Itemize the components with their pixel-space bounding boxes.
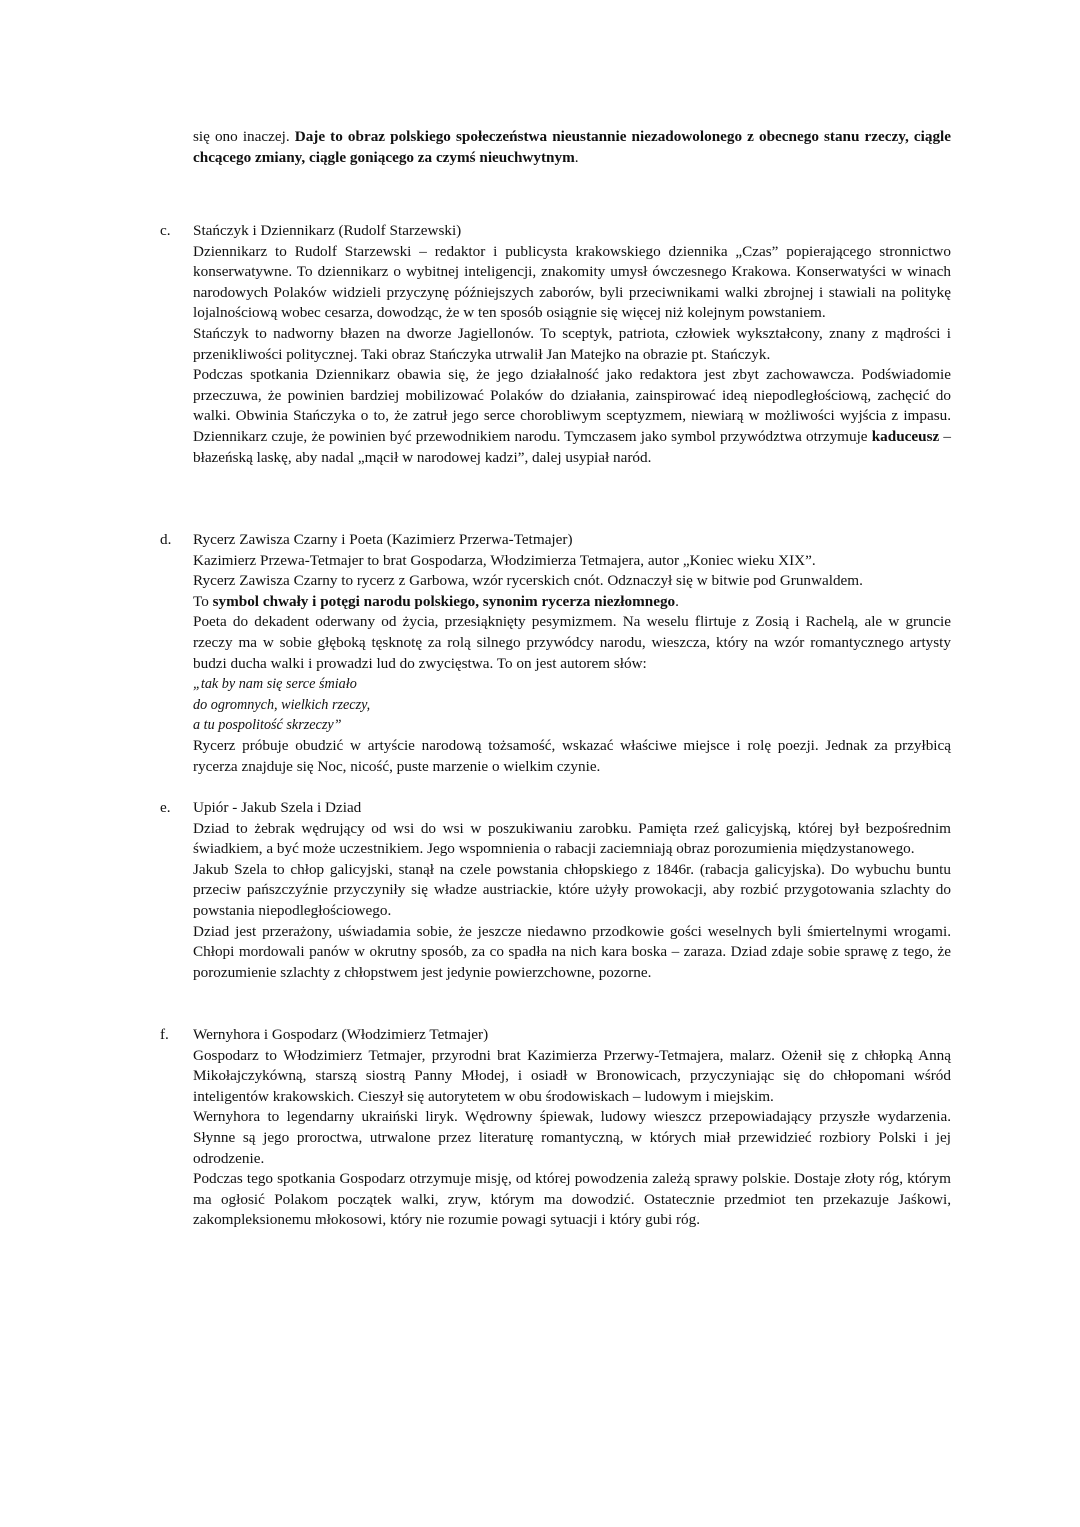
section-c-paragraph-2: Stańczyk to nadworny błazen na dworze Jagiellonów. To sceptyk, patriota, człowiek wykształcony, znany z mądrości i przenikliwości politycznej. Taki obraz Stańczyka utrwalił Jan Matejko na obrazie pt. Stańczyk. <box>193 324 951 363</box>
section-c-paragraph-3 <box>193 365 951 468</box>
section-c-heading: Stańczyk i Dziennikarz (Rudolf Starzewski) <box>193 222 462 239</box>
section-e-paragraph-1: Dziad to żebrak wędrujący od wsi do wsi w poszukiwaniu zarobku. Pamięta rzeź galicyjską, której był bezpośrednim świadkiem, a być może uczestnikiem. Jego wspomnienia o rabacji zaciemniają obraz porozumienia międzystanowego. <box>193 819 951 858</box>
section-c <box>160 221 951 468</box>
section-d-paragraph-2: Rycerz Zawisza Czarny to rycerz z Garbowa, wzór rycerskich cnót. Odznaczył się w bitwie pod Grunwaldem. <box>193 572 863 590</box>
section-e <box>160 798 951 983</box>
section-f-paragraph-1: Gospodarz to Włodzimierz Tetmajer, przyrodni brat Kazimierza Przerwy-Tetmajera, malarz. Ożenił się z chłopką Anną Mikołajczykówną, starszą siostrą Panny Młodej, i osiadł w Bronowicach, przyczyniając się do chłopomani wśród inteligentów krakowskich. Cieszył się autorytetem w obu środowiskach – ludowym i miejskim. <box>193 1046 951 1105</box>
section-f-heading: Wernyhora i Gospodarz (Włodzimierz Tetmajer) <box>193 1026 489 1043</box>
section-f <box>160 1025 951 1231</box>
section-e-paragraph-2: Jakub Szela to chłop galicyjski, stanął na czele powstania chłopskiego z 1846r. (rabacja galicyjska). Do wybuchu buntu przeciw pańszczyźnie przyczyniły się władze austriackie, które użyły prowokacji, aby rozbić przygotowania szlachty do powstania niepodległościowego. <box>193 860 951 919</box>
intro-end: . <box>574 148 579 166</box>
section-d-paragraph-1: Kazimierz Przewa-Tetmajer to brat Gospodarza, Włodzimierza Tetmajera, autor „Koniec wieku XIX”. <box>193 551 816 569</box>
section-c-paragraph-3-bold: kaduceusz <box>871 427 940 445</box>
section-f-paragraph-2: Wernyhora to legendarny ukraiński liryk. Wędrowny śpiewak, ludowy wieszcz przepowiadający przyszłe wydarzenia. Słynne są jego proroctwa, utrwalone przez literaturę romantyczną, w których miał przewidzieć rozbiory Polski i jej odrodzenie. <box>193 1108 951 1167</box>
section-d <box>160 530 951 777</box>
intro-paragraph <box>193 127 951 168</box>
section-c-paragraph-3-a: Podczas spotkania Dziennikarz obawia się, że jego działalność jako redaktora jest zbyt zachowawcza. Podświadomie przeczuwa, że powinien bardziej mobilizować Polaków do działania, zainspirować ideą niepodległościową, zachęcić do walki. Obwinia Stańczyka o to, że zatruł jego serce chorobliwym sceptyzmem, niewiarą w możliwości wyjścia z impasu. Dziennikarz czuje, że powinien być przewodnikiem narodu. Tymczasem jako symbol przywództwa otrzymuje <box>193 366 951 445</box>
section-f-paragraph-3: Podczas tego spotkania Gospodarz otrzymuje misję, od której powodzenia zależą sprawy polskie. Dostaje złoty róg, którym ma ogłosić Polakom początek walki, zryw, którym ma dowodzić. Ostatecznie przedmiot ten przekazuje Jaśkowi, zakompleksionemu młokosowi, który nie rozumie powagi sytuacji i który gubi róg. <box>193 1170 951 1229</box>
section-d-heading: Rycerz Zawisza Czarny i Poeta (Kazimierz Przerwa-Tetmajer) <box>193 531 573 548</box>
section-c-paragraph-1: Dziennikarz to Rudolf Starzewski – redaktor i publicysta krakowskiego dziennika „Czas” popierającego stronnictwo konserwatywne. To dziennikarz o wybitnej inteligencji, znakomity umysł ówczesnego Krakowa. Konserwatyści w winach narodowych Polaków widzieli przyczynę późniejszych zaborów, byli przeciwnikami walki zbrojnej i stawiali na politykę lojalnościową wobec cesarza, dowodząc, że w ten sposób osiągnie się więcej niż kolejnym powstaniem. <box>193 242 951 322</box>
poem-line-2: do ogromnych, wielkich rzeczy, <box>193 696 371 713</box>
section-d-paragraph-3-a: To <box>193 592 213 610</box>
poem-line-3: a tu pospolitość skrzeczy” <box>193 717 342 734</box>
section-d-paragraph-4: Poeta do dekadent oderwany od życia, przesiąknięty pesymizmem. Na weselu flirtuje z Zosią i Rachelą, ale w gruncie rzeczy ma w sobie głęboką tęsknotę za rolą silnego przywódcy narodu, wieszcza, który na wzór romantycznego artysty budzi ducha walki i prowadzi lud do zwycięstwa. To on jest autorem słów: <box>193 613 951 672</box>
section-e-heading: Upiór - Jakub Szela i Dziad <box>193 799 362 816</box>
section-d-paragraph-3 <box>193 592 951 613</box>
section-d-paragraph-3-b: . <box>675 592 679 610</box>
section-f-marker: f. <box>160 1026 169 1043</box>
section-d-marker: d. <box>160 531 172 548</box>
section-e-paragraph-3: Dziad jest przerażony, uświadamia sobie, że jeszcze niedawno przodkowie gości weselnych byli śmiertelnymi wrogami. Chłopi mordowali panów w okrutny sposób, za co spadła na nich kara boska – zaraza. Dziad zdaje sobie sprawę z tego, że porozumienie szlachty z chłopstwem jest jedynie powierzchowne, pozorne. <box>193 922 951 981</box>
intro-plain: się ono inaczej. <box>193 128 295 145</box>
section-d-paragraph-5: Rycerz próbuje obudzić w artyście narodową tożsamość, wskazać właściwe miejsce i rolę poezji. Jednak za przyłbicą rycerza znajduje się Noc, nicość, puste marzenie o wielkim czynie. <box>193 736 951 775</box>
section-d-paragraph-3-bold: symbol chwały i potęgi narodu polskiego, synonim rycerza niezłomnego <box>212 592 676 610</box>
section-c-marker: c. <box>160 222 171 239</box>
section-e-marker: e. <box>160 799 171 816</box>
poem-line-1: „tak by nam się serce śmiało <box>193 676 357 693</box>
section-c-paragraph-3-b: – błazeńską laskę, aby nadal „mącił w narodowej kadzi”, dalej usypiał naród. <box>193 427 951 466</box>
intro-bold: Daje to obraz polskiego społeczeństwa nieustannie niezadowolonego z obecnego stanu rzeczy, ciągle chcącego zmiany, ciągle goniącego za czymś nieuchwytnym <box>193 128 952 166</box>
